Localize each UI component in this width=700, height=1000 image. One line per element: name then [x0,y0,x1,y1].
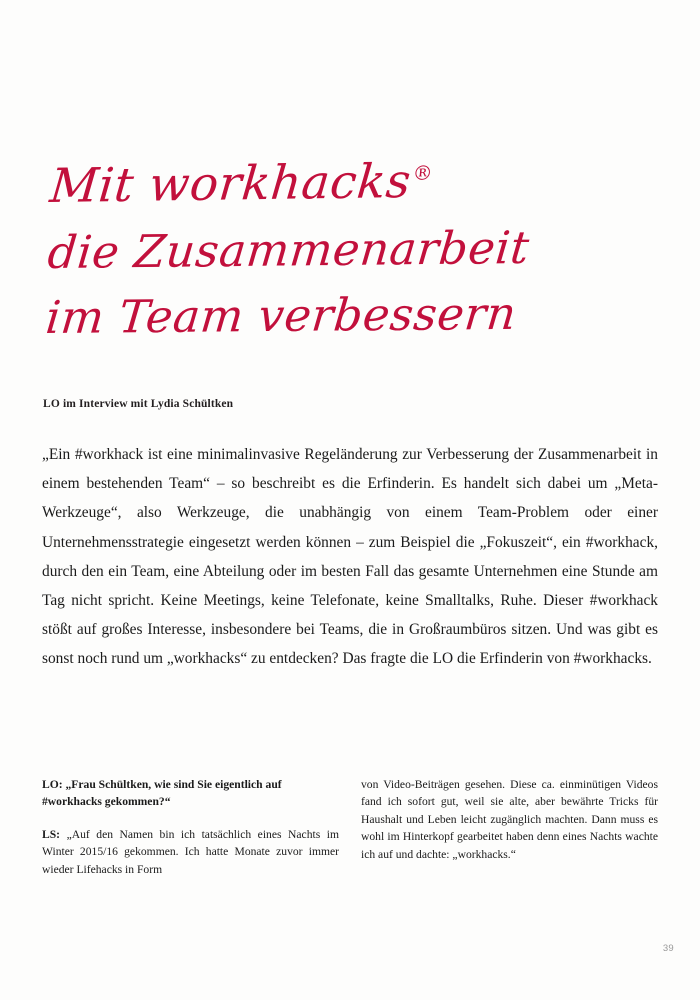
page-headline [43,154,664,345]
intro-paragraph: „Ein #workhack ist eine minimalinvasive Regeländerung zur Verbesserung der Zusammenarbeit in einem bestehenden Team“ – so beschreibt es die Erfinderin. Es handelt sich dabei um „Meta-Werkzeuge“, also Werkzeuge, die unabhängig von einem Team-Problem oder einer Unternehmensstrategie eingesetzt werden können – zum Beispiel die „Fokuszeit“, ein #workhack, durch den ein Team, eine Abteilung oder im besten Fall das gesamte Unternehmen eine Stunde am Tag nicht spricht. Keine Meetings, keine Telefonate, keine Smalltalks, Ruhe. Dieser #workhack stößt auf großes Interesse, insbesondere bei Teams, die in Großraumbüros sitzen. Und was gibt es sonst noch rund um „workhacks“ zu entdecken? Das fragte die LO die Erfinderin von #workhacks. [42,446,658,668]
answer-text: „Auf den Namen bin ich tatsächlich eines Nachts im Winter 2015/16 gekommen. Ich hatte Monate zuvor immer wieder Lifehacks in Form [42,827,339,876]
interview-right-column [361,776,658,878]
answer-speaker-label: LS: [42,827,61,841]
answer-continuation: von Video-Beiträgen gesehen. Diese ca. einminütigen Videos fand ich sofort gut, weil sie alte, aber bewährte Tricks für Haushalt und Leben leicht zugänglich machten. Dann muss es wohl im Hinterkopf gearbeitet haben denn eines Nachts wachte ich auf und dachte: „workhacks.“ [361,778,658,861]
headline-line-3: im Team verbessern [43,287,519,345]
page-number: 39 [662,943,674,954]
interview-answer [42,826,339,878]
byline: LO im Interview mit Lydia Schültken [43,398,234,410]
headline-line-2: die Zusammenarbeit [45,221,532,280]
interview-question: LO: „Frau Schültken, wie sind Sie eigentlich auf #workhacks gekommen?“ [42,778,282,809]
headline-line-1 [47,154,669,215]
registered-trademark-icon: ® [411,161,434,186]
interview-left-column [42,776,339,878]
interview-columns [42,776,658,878]
headline-line-1-text: Mit workhacks [47,154,414,215]
